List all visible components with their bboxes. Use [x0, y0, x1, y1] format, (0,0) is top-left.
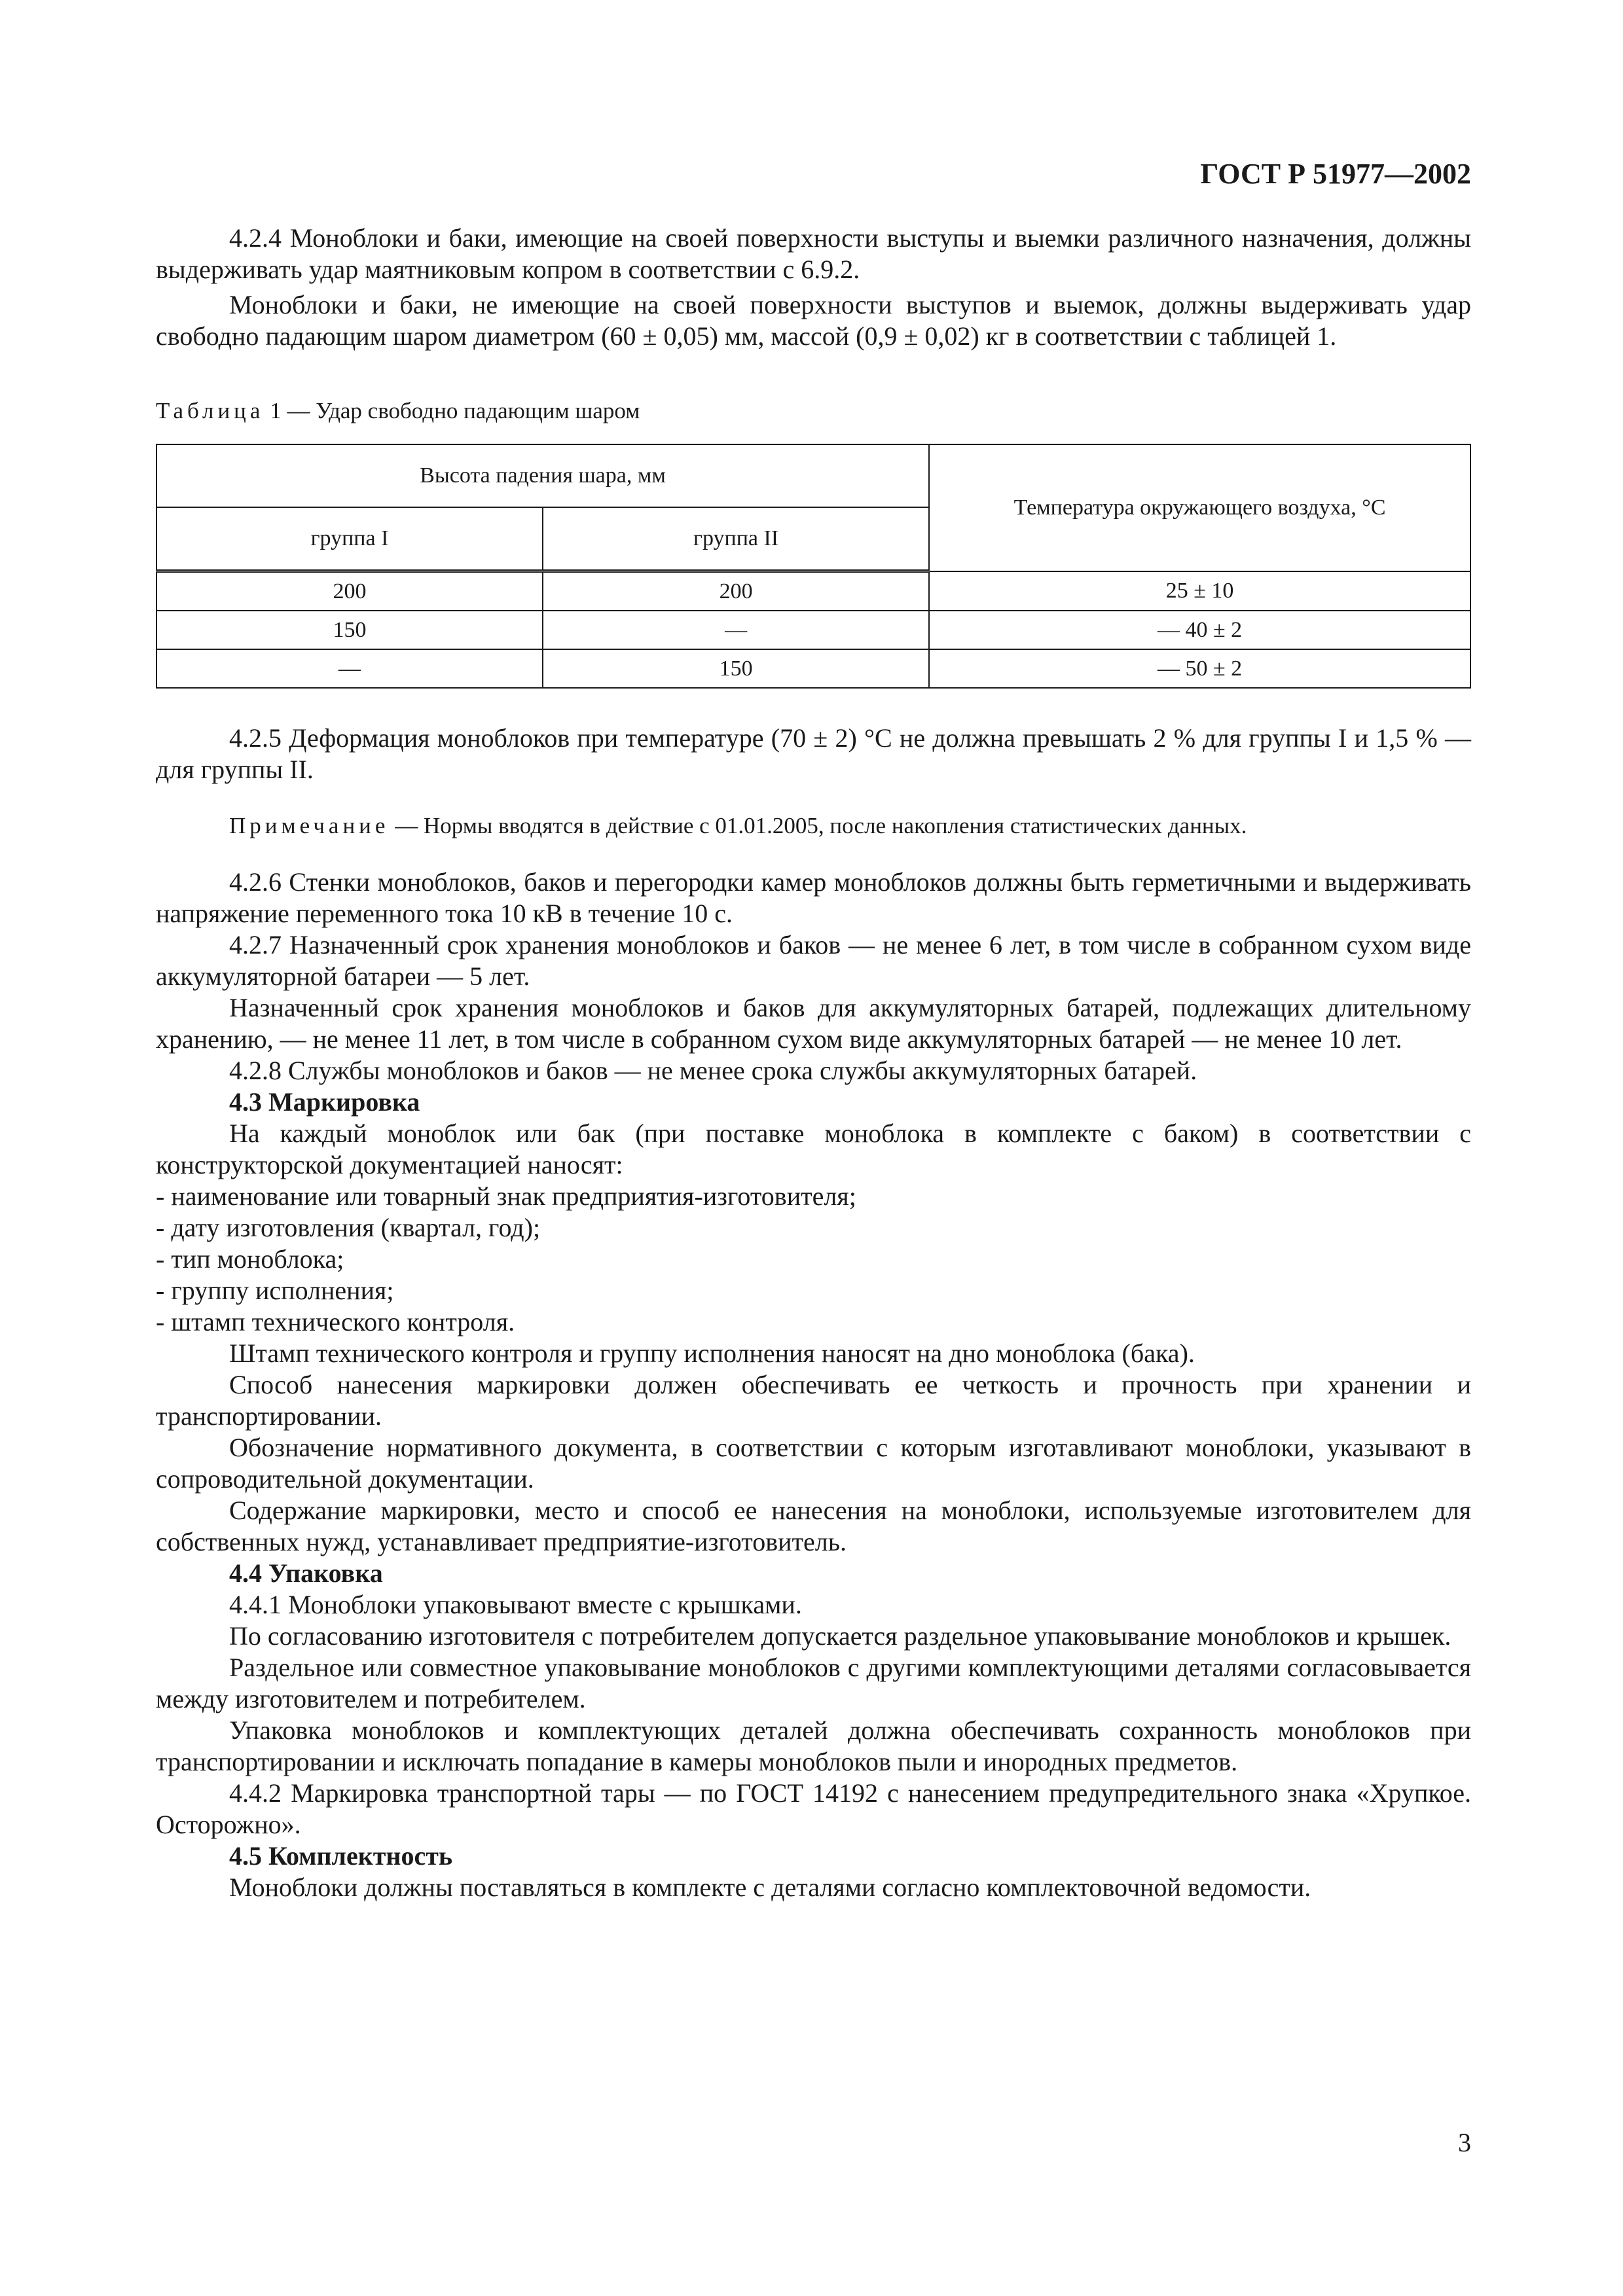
list-item: - группу исполнения; [156, 1276, 394, 1305]
marking-intro: На каждый моноблок или бак (при поставке моноблока в комплекте с баком) в соответствии с конструкторской документацией наносят: [156, 1119, 1471, 1179]
packaging-paragraph: Упаковка моноблоков и комплектующих деталей должна обеспечивать сохранность моноблоков при транспортировании и исключать попадание в камеры моноблоков пыли и инородных предметов. [156, 1715, 1471, 1776]
list-item: - дату изготовления (квартал, год); [156, 1213, 541, 1242]
header-ambient-temperature: Температура окружающего воздуха, °С [929, 444, 1470, 571]
table-cell: 25 ± 10 [929, 571, 1470, 611]
section-title-marking: 4.3 Маркировка [229, 1087, 420, 1117]
marking-paragraph: Штамп технического контроля и группу исполнения наносят на дно моноблока (бака). [229, 1338, 1195, 1368]
table-row [156, 611, 1470, 649]
paragraph-4-2-5: 4.2.5 Деформация моноблоков при температуре (70 ± 2) °С не должна превышать 2 % для группы I и 1,5 % — для группы II. [156, 723, 1471, 784]
table-caption-text: 1 — Удар свободно падающим шаром [264, 398, 640, 423]
packaging-paragraph: 4.4.1 Моноблоки упаковывают вместе с крышками. [229, 1590, 802, 1619]
completeness-paragraph: Моноблоки должны поставляться в комплекте с деталями согласно комплектовочной ведомости. [229, 1873, 1311, 1902]
impact-table [156, 444, 1471, 689]
table-cell: 200 [543, 571, 929, 611]
paragraph-4-2-4-ball: Моноблоки и баки, не имеющие на своей поверхности выступов и выемок, должны выдерживать удар свободно падающим шаром диаметром (60 ± 0,05) мм, массой (0,9 ± 0,02) кг в соответствии с таблицей 1. [156, 290, 1471, 351]
header-group-2: группа II [543, 507, 929, 571]
table-cell: 200 [156, 571, 543, 611]
table-caption-label: Таблица [156, 398, 264, 423]
table-cell: — [156, 649, 543, 688]
table-cell: 150 [543, 649, 929, 688]
document-body [156, 223, 1471, 1903]
table-row [156, 571, 1470, 611]
list-item: - наименование или товарный знак предприятия-изготовителя; [156, 1181, 856, 1211]
section-title-packaging: 4.4 Упаковка [229, 1558, 383, 1588]
marking-list [156, 1181, 1471, 1338]
paragraph-4-2-7-long-storage: Назначенный срок хранения моноблоков и баков для аккумуляторных батарей, подлежащих длительному хранению, — не менее 11 лет, в том числе в собранном сухом виде аккумуляторных батарей — не менее 10 лет. [156, 993, 1471, 1054]
marking-paragraph: Способ нанесения маркировки должен обеспечивать ее четкость и прочность при хранении и транспортировании. [156, 1370, 1471, 1431]
paragraph-4-2-8: 4.2.8 Службы моноблоков и баков — не менее срока службы аккумуляторных батарей. [229, 1056, 1197, 1085]
section-title-completeness: 4.5 Комплектность [229, 1841, 453, 1871]
table-cell: — 40 ± 2 [929, 611, 1470, 649]
note-label: Примечание [229, 813, 390, 838]
table-cell: 150 [156, 611, 543, 649]
list-item: - штамп технического контроля. [156, 1307, 515, 1336]
marking-paragraph: Содержание маркировки, место и способ ее нанесения на моноблоки, используемые изготовителем для собственных нужд, устанавливает предприятие-изготовитель. [156, 1496, 1471, 1556]
table-row [156, 649, 1470, 688]
page-number: 3 [1458, 2128, 1471, 2157]
paragraph-4-2-6: 4.2.6 Стенки моноблоков, баков и перегородки камер моноблоков должны быть герметичными и выдерживать напряжение переменного тока 10 кВ в течение 10 с. [156, 867, 1471, 928]
header-drop-height: Высота падения шара, мм [156, 444, 929, 507]
marking-paragraph: Обозначение нормативного документа, в соответствии с которым изготавливают моноблоки, указывают в сопроводительной документации. [156, 1433, 1471, 1494]
table-cell: — 50 ± 2 [929, 649, 1470, 688]
note-text: — Нормы вводятся в действие с 01.01.2005, после накопления статистических данных. [389, 813, 1247, 838]
table-cell: — [543, 611, 929, 649]
header-group-1: группа I [156, 507, 543, 571]
table-caption [156, 395, 1471, 427]
document-id: ГОСТ Р 51977—2002 [1200, 158, 1471, 190]
packaging-paragraph: 4.4.2 Маркировка транспортной тары — по ГОСТ 14192 с нанесением предупредительного знака «Хрупкое. Осторожно». [156, 1778, 1471, 1839]
packaging-paragraph: Раздельное или совместное упаковывание моноблоков с другими комплектующими деталями согласовывается между изготовителем и потребителем. [156, 1653, 1471, 1713]
note [156, 810, 1471, 842]
packaging-paragraph: По согласованию изготовителя с потребителем допускается раздельное упаковывание моноблоков и крышек. [229, 1621, 1451, 1651]
paragraph-4-2-7: 4.2.7 Назначенный срок хранения моноблоков и баков — не менее 6 лет, в том числе в собранном сухом виде аккумуляторной батареи — 5 лет. [156, 930, 1471, 991]
list-item: - тип моноблока; [156, 1244, 344, 1274]
paragraph-4-2-4: 4.2.4 Моноблоки и баки, имеющие на своей поверхности выступы и выемки различного назначения, должны выдерживать удар маятниковым копром в соответствии с 6.9.2. [156, 223, 1471, 284]
